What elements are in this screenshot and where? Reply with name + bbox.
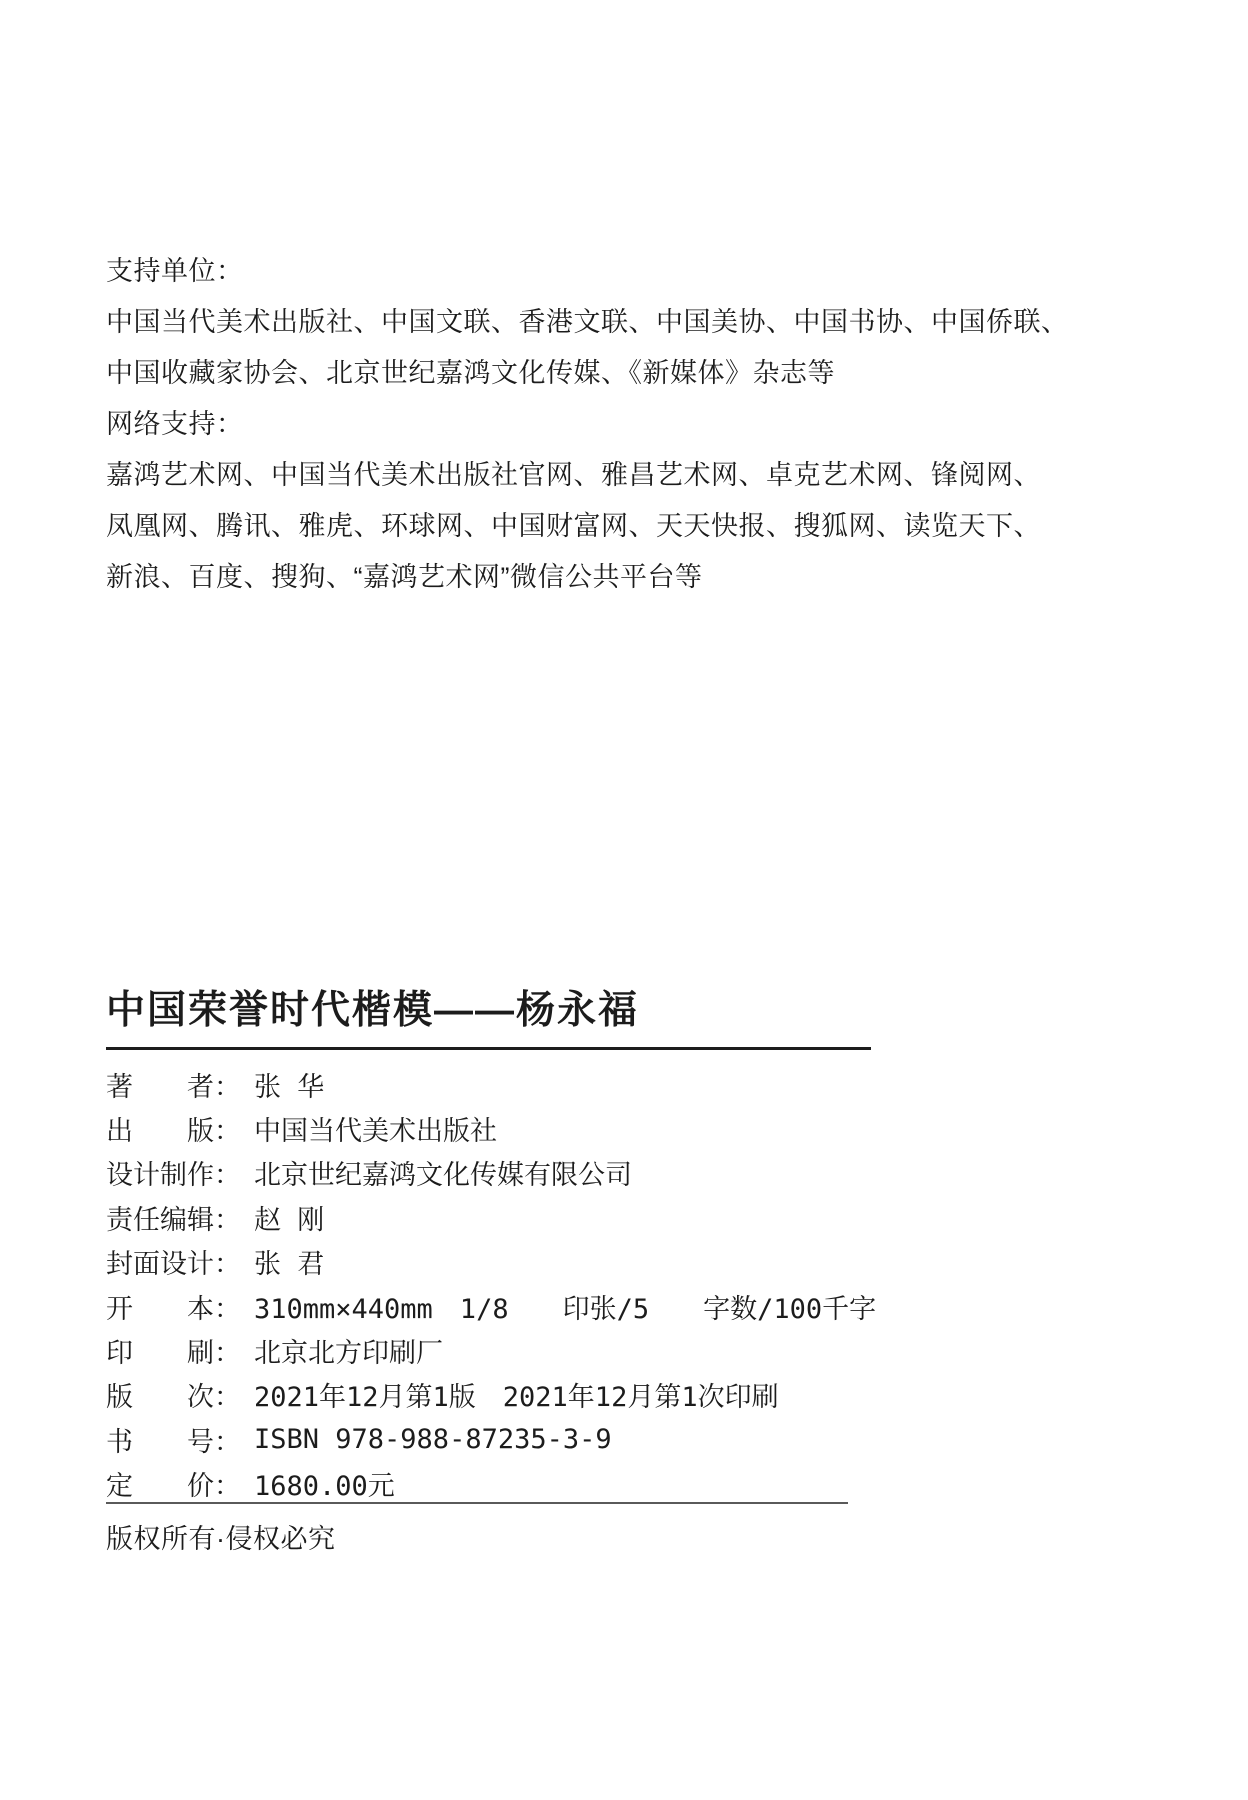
colophon-rows	[106, 1062, 1106, 1506]
row-value: 北京世纪嘉鸿文化传媒有限公司	[254, 1160, 632, 1192]
row-colon: ：	[214, 1293, 241, 1324]
row-label: 定价	[106, 1471, 214, 1502]
network-line: 新浪、百度、搜狗、“嘉鸿艺术网”微信公共平台等	[106, 562, 703, 592]
row-colon: ：	[214, 1071, 241, 1102]
row-colon: ：	[214, 1426, 241, 1457]
row-label: 封面设计	[106, 1249, 214, 1280]
support-heading: 支持单位：	[106, 256, 244, 286]
network-heading: 网络支持：	[106, 409, 244, 439]
row-colon: ：	[214, 1471, 241, 1502]
support-line: 中国当代美术出版社、中国文联、香港文联、中国美协、中国书协、中国侨联、	[106, 307, 1069, 337]
network-line: 凤凰网、腾讯、雅虎、环球网、中国财富网、天天快报、搜狐网、读览天下、	[106, 511, 1041, 541]
supporters-block	[106, 246, 1166, 603]
colophon-row-author	[106, 1062, 1106, 1106]
row-label: 版次	[106, 1382, 214, 1413]
row-value: 北京北方印刷厂	[254, 1338, 443, 1370]
row-colon: ：	[214, 1204, 241, 1235]
colophon-row-printer	[106, 1328, 1106, 1372]
row-colon: ：	[214, 1116, 241, 1147]
support-line: 中国收藏家协会、北京世纪嘉鸿文化传媒、《新媒体》杂志等	[106, 358, 835, 388]
row-label: 书号	[106, 1426, 214, 1457]
colophon-row-edition	[106, 1373, 1106, 1417]
bottom-rule	[106, 1502, 848, 1504]
copyright-notice: 版权所有·侵权必究	[106, 1524, 336, 1554]
row-label: 著者	[106, 1071, 214, 1102]
colophon-row-cover	[106, 1240, 1106, 1284]
colophon-row-editor	[106, 1195, 1106, 1239]
row-colon: ：	[214, 1160, 241, 1191]
row-label: 印刷	[106, 1338, 214, 1369]
row-label: 开本	[106, 1293, 214, 1324]
row-value: 2021年12月第1版 2021年12月第1次印刷	[254, 1382, 779, 1414]
row-value: 赵 刚	[254, 1204, 325, 1236]
book-title: 中国荣誉时代楷模——杨永福	[106, 989, 640, 1032]
row-label: 责任编辑	[106, 1204, 214, 1235]
row-value: 中国当代美术出版社	[254, 1116, 497, 1148]
row-value: 张 君	[254, 1249, 325, 1281]
row-colon: ：	[214, 1338, 241, 1369]
colophon-row-format	[106, 1284, 1106, 1328]
title-rule	[106, 1047, 871, 1050]
row-value: 张 华	[254, 1071, 325, 1103]
row-value: 1680.00元	[254, 1471, 395, 1503]
row-label: 出版	[106, 1116, 214, 1147]
row-colon: ：	[214, 1249, 241, 1280]
row-value: 310mm×440mm 1/8 印张/5 字数/100千字	[254, 1293, 877, 1325]
colophon-row-publisher	[106, 1106, 1106, 1150]
colophon-row-isbn	[106, 1417, 1106, 1461]
colophon-row-price	[106, 1462, 1106, 1506]
row-value: ISBN 978-988-87235-3-9	[254, 1423, 612, 1455]
colophon-row-design	[106, 1151, 1106, 1195]
row-label: 设计制作	[106, 1160, 214, 1191]
row-colon: ：	[214, 1382, 241, 1413]
network-line: 嘉鸿艺术网、中国当代美术出版社官网、雅昌艺术网、卓克艺术网、锋阅网、	[106, 460, 1041, 490]
